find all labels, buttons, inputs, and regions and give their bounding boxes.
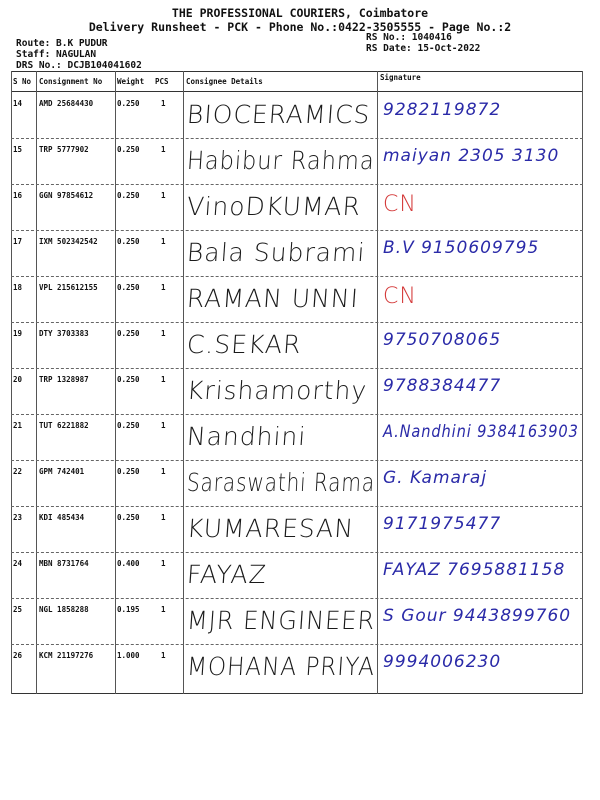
header-signature: Signature	[380, 73, 421, 82]
table-row	[11, 598, 583, 644]
row-pcs: 1	[161, 559, 166, 568]
table-top-border	[11, 71, 583, 72]
header-weight: Weight	[117, 77, 145, 86]
row-pcs: 1	[161, 329, 166, 338]
row-consignment-no: NGL 1858288	[39, 605, 89, 614]
row-sno: 21	[13, 421, 23, 430]
row-sno: 25	[13, 605, 23, 614]
consignee-handwriting: Habibur Rahma	[186, 146, 376, 175]
table-row	[11, 138, 583, 184]
row-divider	[11, 230, 583, 231]
row-consignment-no: KDI 485434	[39, 513, 85, 522]
row-divider	[11, 184, 583, 185]
row-pcs: 1	[161, 99, 166, 108]
row-sno: 18	[13, 283, 23, 292]
row-weight: 0.250	[117, 283, 140, 292]
row-pcs: 1	[161, 651, 166, 660]
table-row	[11, 230, 583, 276]
rs-number: RS No.: 1040416	[366, 32, 452, 43]
row-consignment-no: VPL 215612155	[39, 283, 98, 292]
row-pcs: 1	[161, 145, 166, 154]
row-consignment-no: DTY 3703383	[39, 329, 89, 338]
row-pcs: 1	[161, 283, 166, 292]
table-row	[11, 184, 583, 230]
row-consignment-no: TRP 5777902	[39, 145, 89, 154]
consignee-handwriting: RAMAN UNNI	[185, 284, 360, 313]
signature-handwriting: 9171975477	[383, 514, 502, 534]
row-divider	[11, 460, 583, 461]
consignee-handwriting: Nandhini	[185, 422, 308, 451]
row-consignment-no: IXM 502342542	[39, 237, 98, 246]
row-consignment-no: MBN 8731764	[39, 559, 89, 568]
row-consignment-no: GGN 97854612	[39, 191, 94, 200]
consignee-handwriting: VinoDKUMAR	[185, 192, 362, 221]
row-weight: 0.250	[117, 145, 140, 154]
signature-handwriting: 9282119872	[383, 100, 502, 120]
table-bottom-border	[11, 693, 583, 694]
row-weight: 0.250	[117, 99, 140, 108]
signature-handwriting: CN	[383, 284, 417, 309]
row-consignment-no: AMD 25684430	[39, 99, 94, 108]
consignee-handwriting: C.SEKAR	[185, 330, 303, 359]
header-consignment: Consignment No	[39, 77, 103, 86]
row-divider	[11, 322, 583, 323]
row-consignment-no: TUT 6221882	[39, 421, 89, 430]
row-weight: 0.250	[117, 421, 140, 430]
row-weight: 0.400	[117, 559, 140, 568]
header-sno: S No	[13, 77, 32, 86]
table-row	[11, 460, 583, 506]
row-divider	[11, 368, 583, 369]
signature-handwriting: FAYAZ 7695881158	[383, 560, 566, 580]
row-pcs: 1	[161, 421, 166, 430]
table-row	[11, 276, 583, 322]
row-sno: 17	[13, 237, 23, 246]
row-weight: 0.250	[117, 237, 140, 246]
signature-handwriting: 9788384477	[383, 376, 502, 396]
row-sno: 23	[13, 513, 23, 522]
row-sno: 26	[13, 651, 23, 660]
consignee-handwriting: Saraswathi Rama	[186, 468, 376, 497]
consignee-handwriting: Bala Subrami	[185, 238, 367, 267]
consignee-handwriting: KUMARESAN	[185, 514, 356, 543]
header-consignee: Consignee Details	[186, 77, 263, 86]
row-pcs: 1	[161, 467, 166, 476]
signature-handwriting: maiyan 2305 3130	[383, 146, 560, 166]
row-weight: 0.250	[117, 375, 140, 384]
signature-handwriting: A.Nandhini 9384163903	[383, 422, 579, 442]
table-row	[11, 506, 583, 552]
header-pcs: PCS	[155, 77, 169, 86]
table-row	[11, 322, 583, 368]
signature-handwriting: CN	[383, 192, 417, 217]
row-consignment-no: GPM 742401	[39, 467, 85, 476]
consignee-handwriting: BIOCERAMICS	[185, 100, 372, 129]
row-pcs: 1	[161, 237, 166, 246]
row-divider	[11, 414, 583, 415]
row-weight: 1.000	[117, 651, 140, 660]
consignee-handwriting: MJR ENGINEER	[186, 606, 377, 635]
signature-handwriting: G. Kamaraj	[383, 468, 488, 488]
row-pcs: 1	[161, 191, 166, 200]
table-row	[11, 368, 583, 414]
row-weight: 0.195	[117, 605, 140, 614]
runsheet-subtitle: Delivery Runsheet - PCK - Phone No.:0422-3505555 - Page No.:2	[88, 20, 512, 34]
table-row	[11, 92, 583, 138]
table-row	[11, 644, 583, 690]
consignee-handwriting: MOHANA PRIYA	[186, 652, 377, 681]
row-divider	[11, 276, 583, 277]
company-title: THE PROFESSIONAL COURIERS, Coimbatore	[171, 6, 429, 20]
row-sno: 22	[13, 467, 23, 476]
row-consignment-no: KCM 21197276	[39, 651, 94, 660]
consignee-handwriting: Krishamorthy	[185, 376, 369, 405]
row-weight: 0.250	[117, 467, 140, 476]
row-pcs: 1	[161, 513, 166, 522]
row-sno: 15	[13, 145, 23, 154]
row-divider	[11, 552, 583, 553]
drs-number: DRS No.: DCJB104041602	[16, 60, 142, 71]
consignee-handwriting: FAYAZ	[185, 560, 268, 589]
table-row	[11, 552, 583, 598]
signature-handwriting: 9750708065	[383, 330, 502, 350]
row-divider	[11, 598, 583, 599]
staff-label: Staff: NAGULAN	[16, 49, 97, 60]
row-sno: 24	[13, 559, 23, 568]
row-sno: 16	[13, 191, 23, 200]
row-sno: 20	[13, 375, 23, 384]
row-consignment-no: TRP 1328987	[39, 375, 89, 384]
runsheet-table	[11, 71, 583, 694]
rs-date: RS Date: 15-Oct-2022	[366, 43, 481, 54]
signature-handwriting: S Gour 9443899760	[383, 606, 572, 626]
row-sno: 19	[13, 329, 23, 338]
table-row	[11, 414, 583, 460]
row-weight: 0.250	[117, 513, 140, 522]
row-sno: 14	[13, 99, 23, 108]
row-weight: 0.250	[117, 191, 140, 200]
row-weight: 0.250	[117, 329, 140, 338]
row-divider	[11, 506, 583, 507]
row-pcs: 1	[161, 605, 166, 614]
row-divider	[11, 644, 583, 645]
signature-handwriting: 9994006230	[383, 652, 502, 672]
row-pcs: 1	[161, 375, 166, 384]
signature-handwriting: B.V 9150609795	[383, 238, 540, 258]
row-divider	[11, 138, 583, 139]
route-label: Route: B.K PUDUR	[16, 38, 108, 49]
